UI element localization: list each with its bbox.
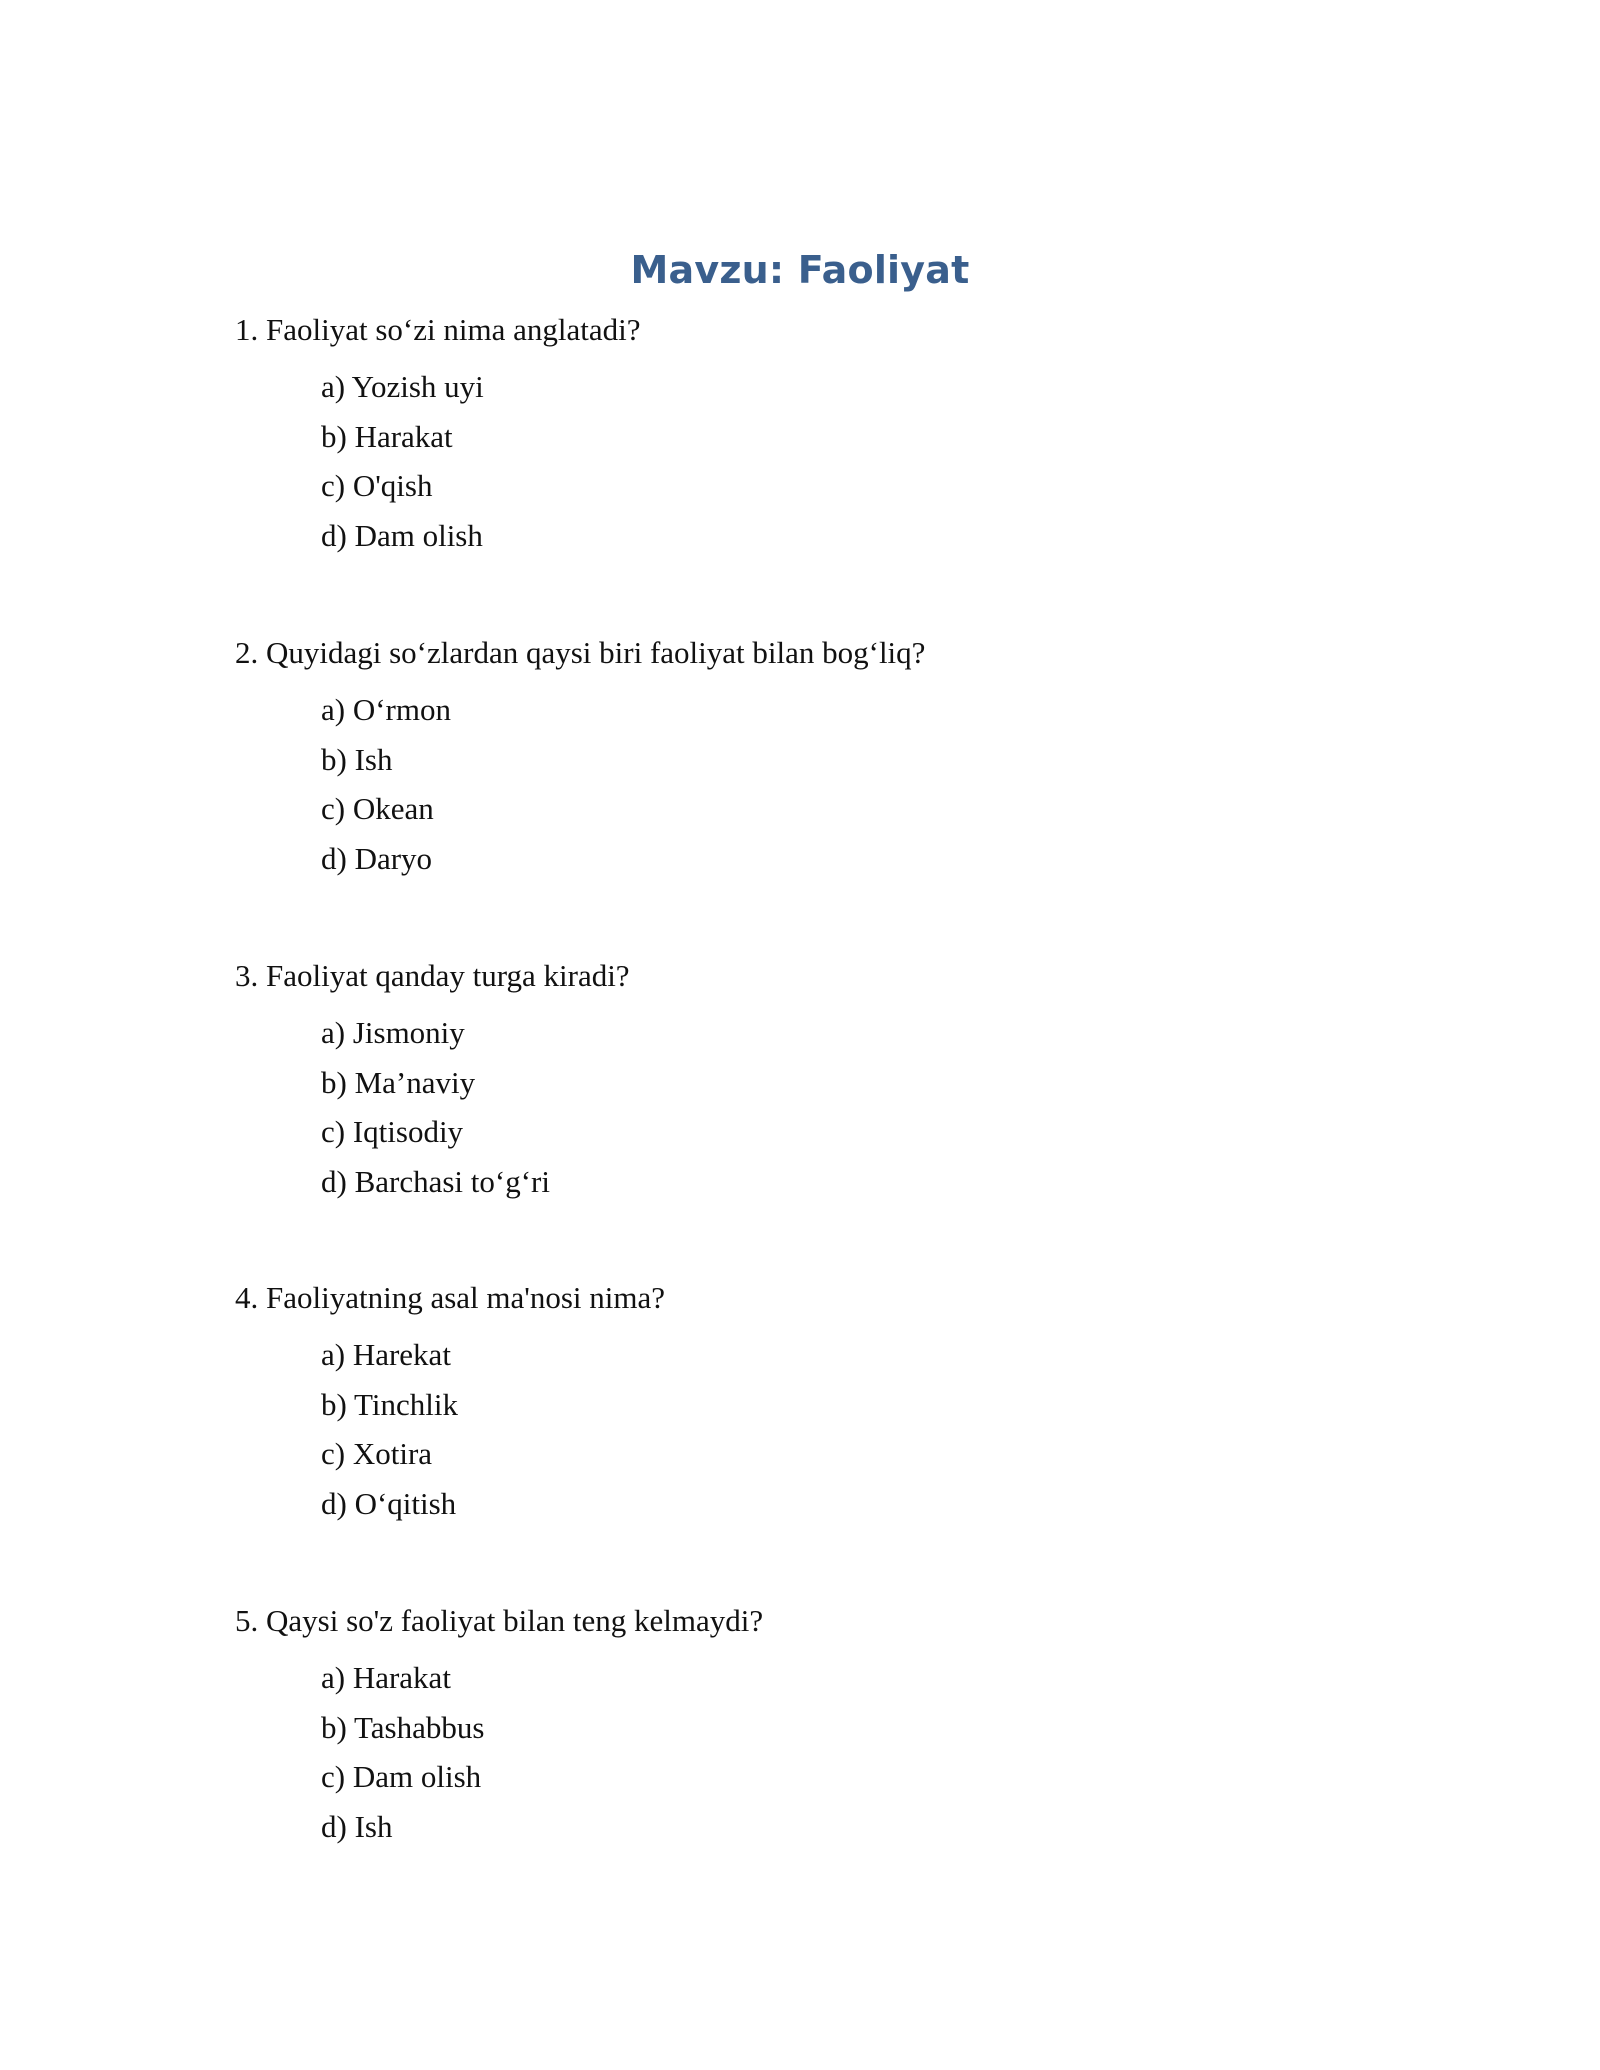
option-list xyxy=(321,1017,550,1215)
option-a: a) O‘rmon xyxy=(321,692,451,727)
question-text: 4. Faoliyatning asal ma'nosi nima? xyxy=(235,1280,666,1315)
question-1 xyxy=(235,312,641,553)
question-3 xyxy=(235,958,630,1199)
option-d: d) Daryo xyxy=(321,840,433,876)
option-a: a) Jismoniy xyxy=(321,1015,465,1050)
option-c: c) Okean xyxy=(321,791,434,826)
option-a: a) Yozish uyi xyxy=(321,369,484,404)
option-list xyxy=(321,1339,458,1537)
option-b: b) Tinchlik xyxy=(321,1386,458,1422)
option-list xyxy=(321,371,484,569)
question-2 xyxy=(235,635,926,876)
option-b: b) Ma’naviy xyxy=(321,1064,476,1100)
question-text: 5. Qaysi so'z faoliyat bilan teng kelmaydi? xyxy=(235,1603,764,1638)
option-b: b) Ish xyxy=(321,741,393,777)
option-c: c) Iqtisodiy xyxy=(321,1114,464,1149)
question-text: 3. Faoliyat qanday turga kiradi? xyxy=(235,958,630,993)
option-c: c) Dam olish xyxy=(321,1759,482,1794)
option-a: a) Harakat xyxy=(321,1660,451,1695)
question-5 xyxy=(235,1603,764,1844)
option-c: c) Xotira xyxy=(321,1436,433,1471)
option-list xyxy=(321,694,451,892)
option-d: d) Ish xyxy=(321,1808,393,1844)
option-d: d) O‘qitish xyxy=(321,1485,457,1521)
option-c: c) O'qish xyxy=(321,468,433,503)
option-b: b) Tashabbus xyxy=(321,1709,485,1745)
option-list xyxy=(321,1662,484,1860)
question-4 xyxy=(235,1280,666,1521)
option-d: d) Barchasi to‘g‘ri xyxy=(321,1163,550,1199)
question-text: 2. Quyidagi so‘zlardan qaysi biri faoliyat bilan bog‘liq? xyxy=(235,635,926,670)
page-title: Mavzu: Faoliyat xyxy=(630,248,970,292)
question-text: 1. Faoliyat so‘zi nima anglatadi? xyxy=(235,312,641,347)
option-a: a) Harekat xyxy=(321,1337,451,1372)
option-d: d) Dam olish xyxy=(321,517,483,553)
option-b: b) Harakat xyxy=(321,418,453,454)
